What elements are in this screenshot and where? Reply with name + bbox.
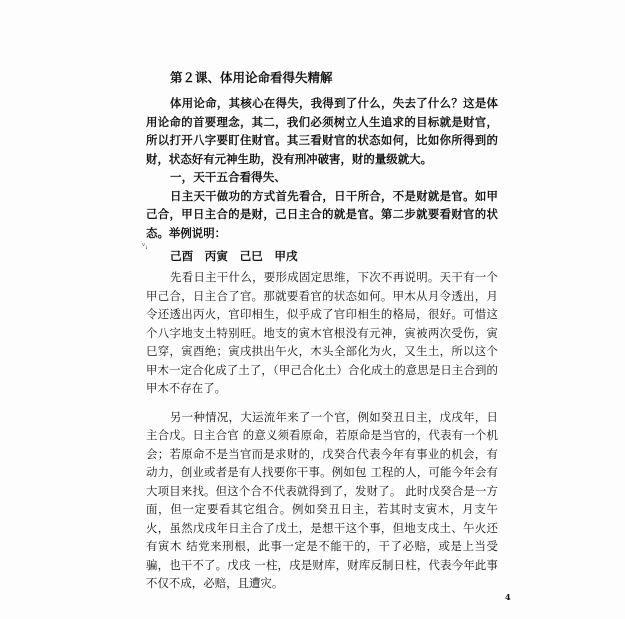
- section-heading: 一，天干五合看得失、: [170, 170, 286, 184]
- lesson-title: 第２课、体用论命看得失精解: [170, 70, 333, 85]
- paragraph-gap: [146, 398, 498, 408]
- page-number: 4: [505, 592, 511, 602]
- second-case-paragraph: 另一种情况，大运流年来了一个官，例如癸丑日主，戊戌年，日主合戊。日主合官 的意义须看原命，若原命是当官的，代表有一个机会；若原命不是当官而是求财的，戊癸合代表今年有事业的机会，有动力，创业或者是有人找要你干事。例如包 工程的人，可能今年会有大项目来找。但这个合不代表就得到了，发财了。 此时戊癸合是一方面，但一定要看其它组合。例如癸丑日主，若其时支寅木，月支午火，虽然戊戌年日主合了戊土，是想干这个事，但地支戌土、午火还有寅木 结党来刑根，此事一定是不能干的，干了必赔，或是上当受骗，也干不了。戊戌 一柱，戌是财库，财库反制日柱，代表今年此事不仅不成，必赔，且遭灾。: [146, 409, 498, 590]
- page-body: [146, 68, 498, 593]
- margin-mark: ᵛᵢ: [142, 242, 148, 252]
- analysis-paragraph: 先看日主干什么，要形成固定思维，下次不再说明。天干有一个甲己合，日主合了官。那就要看官的状态如何。甲木从月令透出，月令还透出丙火，官印相生，似乎成了官印相生的格局，很好。可惜这个八字地支土特别旺。地支的寅木官根没有元神，寅被两次受伤，寅巳穿，寅酉绝；寅戌拱出午火，木头全部化为火，又生土，所以这个甲木一定合化成了土了，（甲己合化土）合化成土的意思是日主合到的甲木不存在了。: [146, 270, 498, 395]
- method-paragraph: 日主天干做功的方式首先看合，日干所合，不是财就是官。如甲己合，甲日主合的是财，己日主合的就是官。第二步就要看财官的状态。举例说明：: [146, 188, 498, 240]
- bazi-chart: 己酉 丙寅 己巳 甲戌: [170, 249, 298, 263]
- intro-paragraph: 体用论命，其核心在得失，我得到了什么，失去了什么？这是体用论命的首要理念，其二，我们必须树立人生追求的目标就是财官，所以打开八字要盯住财官。其三看财官的状态如何，比如你所得到的财，状态好有元神生助，没有刑冲破害，财的量级就大。: [146, 96, 498, 166]
